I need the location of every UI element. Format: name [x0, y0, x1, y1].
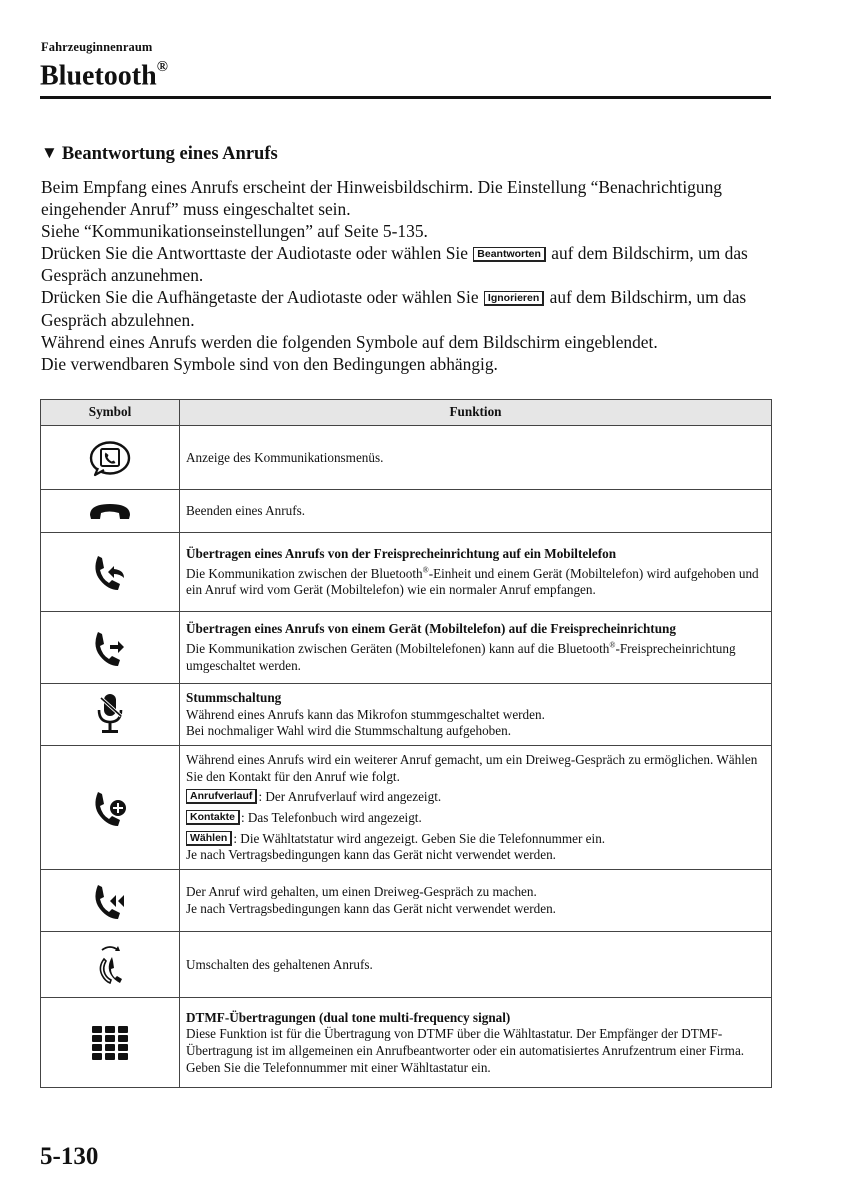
answer-button-label: Beantworten [473, 247, 546, 262]
registered-mark: ® [609, 641, 616, 650]
registered-mark: ® [422, 565, 429, 575]
table-row [41, 746, 772, 870]
table-row [41, 533, 772, 612]
dial-button-label: Wählen [186, 831, 232, 846]
function-text-part: Die Kommunikation zwischen der Bluetooth [186, 565, 423, 581]
function-title: Übertragen eines Anrufs von der Freisprecheinrichtung auf ein Mobiltelefon [186, 545, 617, 561]
decline-text-before: Drücken Sie die Aufhängetaste der Audiotaste oder wählen Sie [41, 287, 479, 308]
table-row [41, 612, 772, 684]
table-row [41, 998, 772, 1088]
keypad-icon [41, 998, 180, 1088]
function-title: DTMF-Übertragungen (dual tone multi-frequency signal) [186, 1009, 511, 1025]
function-cell [180, 870, 772, 932]
ignore-button-label: Ignorieren [484, 291, 544, 306]
function-cell [180, 612, 772, 684]
header-rule [40, 96, 771, 99]
function-text: Diese Funktion ist für die Übertragung von DTMF über die Wähltastatur. Der Empfänger der DTMF-Übertragung ist im allgemeinen ein Anrufbeantworter oder ein automatisiertes Anrufzentrum einer Firma. [186, 1026, 745, 1058]
merge-call-icon [41, 870, 180, 932]
subheading [41, 142, 278, 166]
function-note: Je nach Vertragsbedingungen kann das Gerät nicht verwendet werden. [186, 847, 556, 863]
contacts-button-label: Kontakte [186, 810, 240, 825]
function-text-part: -Einheit und einem Gerät (Mobiltelefon) wird aufgehoben und ein Anruf wird vom Gerät (Mobiltelefon) wie ein normaler Anruf empfangen. [186, 565, 759, 598]
function-cell: Anzeige des Kommunikationsmenüs. [180, 426, 772, 490]
function-text: Der Anruf wird gehalten, um einen Dreiweg-Gespräch zu machen. [186, 884, 537, 900]
table-row [41, 932, 772, 998]
option-text: : Der Anrufverlauf wird angezeigt. [258, 789, 442, 805]
function-text: Während eines Anrufs kann das Mikrofon stummgeschaltet werden. [186, 706, 545, 722]
section-label: Fahrzeuginnenraum [41, 40, 153, 54]
function-text: Während eines Anrufs wird ein weiterer Anruf gemacht, um ein Dreiweg-Gespräch zu ermöglichen. Wählen Sie den Kontakt für den Anruf wie folgt. [186, 752, 758, 784]
answer-text-before: Drücken Sie die Antworttaste der Audiotaste oder wählen Sie [41, 243, 468, 264]
function-text: Bei nochmaliger Wahl wird die Stummschaltung aufgehoben. [186, 723, 512, 739]
function-text-part: -Freisprecheinrichtung umgeschaltet werden. [186, 641, 736, 673]
function-cell: Beenden eines Anrufs. [180, 490, 772, 533]
option-text: : Die Wähltatstatur wird angezeigt. Geben Sie die Telefonnummer ein. [233, 830, 606, 846]
paragraph-symbols: Während eines Anrufs werden die folgenden Symbole auf dem Bildschirm eingeblendet. [41, 331, 658, 352]
paragraph-notification: Beim Empfang eines Anrufs erscheint der Hinweisbildschirm. Die Einstellung “Benachrichtigung eingehender Anruf” muss eingeschaltet sein. [41, 177, 722, 220]
subheading-text: Beantwortung eines Anrufs [61, 144, 278, 164]
function-cell [180, 746, 772, 870]
function-cell [180, 533, 772, 612]
decline-text-after: auf dem Bildschirm, um das Gespräch abzulehnen. [41, 287, 747, 330]
table-row [41, 490, 772, 533]
page-title [40, 53, 168, 93]
page-title-text: Bluetooth [40, 60, 157, 92]
function-text: Je nach Vertragsbedingungen kann das Gerät nicht verwendet werden. [186, 901, 556, 916]
symbol-table [40, 399, 772, 1088]
transfer-to-phone-icon [41, 533, 180, 612]
table-row [41, 426, 772, 490]
paragraph-conditions: Die verwendbaren Symbole sind von den Bedingungen abhängig. [41, 353, 498, 374]
communication-menu-icon [41, 426, 180, 490]
paragraph-decline [41, 286, 776, 330]
swap-call-icon [41, 932, 180, 998]
function-title: Stummschaltung [186, 690, 282, 706]
option-line [186, 789, 765, 806]
function-title: Übertragen eines Anrufs von einem Gerät (Mobiltelefon) auf die Freisprecheinrichtung [186, 621, 676, 637]
registered-mark: ® [156, 59, 168, 75]
call-history-button-label: Anrufverlauf [186, 789, 257, 804]
function-text-part: Die Kommunikation zwischen Geräten (Mobiltelefonen) kann auf die Bluetooth [186, 641, 610, 657]
function-cell [180, 998, 772, 1088]
table-row [41, 684, 772, 746]
table-row [41, 870, 772, 932]
transfer-to-handsfree-icon [41, 612, 180, 684]
microphone-mute-icon [41, 684, 180, 746]
option-text: : Das Telefonbuch wird angezeigt. [240, 810, 422, 825]
column-header-function: Funktion [180, 400, 772, 426]
add-call-icon [41, 746, 180, 870]
function-text [186, 566, 759, 598]
paragraph-reference: Siehe “Kommunikationseinstellungen” auf Seite 5-135. [41, 221, 428, 242]
paragraph-answer [41, 242, 776, 286]
function-text [186, 641, 736, 673]
option-line [186, 810, 765, 827]
function-cell [180, 684, 772, 746]
end-call-icon [41, 490, 180, 533]
triangle-marker-icon: ▼ [41, 143, 58, 162]
function-cell: Umschalten des gehaltenen Anrufs. [180, 932, 772, 998]
column-header-symbol: Symbol [41, 400, 180, 426]
table-header-row [41, 400, 772, 426]
body-text [41, 176, 776, 375]
page-number: 5-130 [40, 1143, 99, 1170]
function-text: Geben Sie die Telefonnummer mit einer Wähltastatur ein. [186, 1059, 491, 1075]
answer-text-after: auf dem Bildschirm, um das Gespräch anzunehmen. [41, 243, 748, 286]
option-line [186, 831, 765, 848]
